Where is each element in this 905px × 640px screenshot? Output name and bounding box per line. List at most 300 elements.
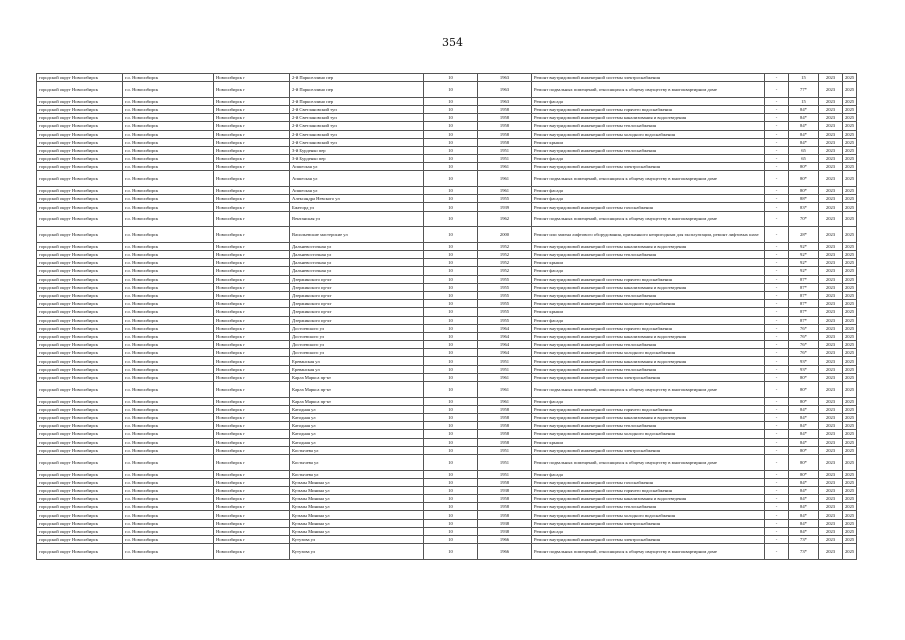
end-year-cell: 2025 — [843, 105, 857, 113]
dash-cell: - — [765, 349, 789, 357]
work-type-cell: Ремонт внутридомовой инженерной системы электроснабжения — [532, 446, 765, 454]
dash-cell: - — [765, 430, 789, 438]
dash-cell: - — [765, 438, 789, 446]
settlement-cell: г.о. Новосибирск — [123, 446, 214, 454]
end-year-cell: 2025 — [843, 211, 857, 227]
wear-cell: 84* — [789, 422, 819, 430]
work-type-cell: Ремонт внутридомовой инженерной системы холодного водоснабжения — [532, 430, 765, 438]
house-cell: 10 — [424, 341, 478, 349]
municipality-cell: городской округ Новосибирск — [37, 251, 123, 259]
year-cell: 1951 — [478, 357, 532, 365]
wear-cell: 92* — [789, 259, 819, 267]
municipality-cell: городской округ Новосибирск — [37, 291, 123, 299]
wear-cell: 73* — [789, 544, 819, 560]
work-type-cell: Ремонт фасада — [532, 97, 765, 105]
dash-cell: - — [765, 519, 789, 527]
start-year-cell: 2023 — [819, 227, 843, 243]
wear-cell: 76* — [789, 324, 819, 332]
dash-cell: - — [765, 105, 789, 113]
street-cell: Кузьмы Минина ул — [290, 527, 424, 535]
work-type-cell: Ремонт фасада — [532, 187, 765, 195]
dash-cell: - — [765, 82, 789, 98]
municipality-cell: городской округ Новосибирск — [37, 283, 123, 291]
wear-cell: 77* — [789, 82, 819, 98]
house-cell: 10 — [424, 454, 478, 470]
work-type-cell: Ремонт фасада — [532, 527, 765, 535]
street-cell: Кузьмы Минина ул — [290, 511, 424, 519]
start-year-cell: 2023 — [819, 486, 843, 494]
year-cell: 1964 — [478, 341, 532, 349]
year-cell: 1966 — [478, 544, 532, 560]
street-cell: Катодная ул — [290, 413, 424, 421]
start-year-cell: 2023 — [819, 195, 843, 203]
dash-cell: - — [765, 130, 789, 138]
municipality-cell: городской округ Новосибирск — [37, 130, 123, 138]
wear-cell: 84* — [789, 478, 819, 486]
wear-cell: 84* — [789, 405, 819, 413]
house-cell: 10 — [424, 138, 478, 146]
wear-cell: 93* — [789, 365, 819, 373]
work-type-cell: Ремонт подвальных помещений, относящихся к общему имуществу в многоквартирном доме — [532, 171, 765, 187]
settlement-cell: г.о. Новосибирск — [123, 267, 214, 275]
settlement-cell: г.о. Новосибирск — [123, 195, 214, 203]
city-cell: Новосибирск г — [214, 211, 290, 227]
street-cell: 2-й Светлановский туп — [290, 114, 424, 122]
street-cell: Карла Маркса пр-кт — [290, 397, 424, 405]
table-row — [37, 405, 857, 413]
wear-cell: 84* — [789, 438, 819, 446]
dash-cell: - — [765, 527, 789, 535]
start-year-cell: 2023 — [819, 405, 843, 413]
dash-cell: - — [765, 155, 789, 163]
year-cell: 1961 — [478, 397, 532, 405]
settlement-cell: г.о. Новосибирск — [123, 211, 214, 227]
work-type-cell: Ремонт внутридомовой инженерной системы теплоснабжения — [532, 341, 765, 349]
house-cell: 10 — [424, 171, 478, 187]
wear-cell: 28* — [789, 227, 819, 243]
wear-cell: 93* — [789, 357, 819, 365]
start-year-cell: 2023 — [819, 446, 843, 454]
wear-cell: 87* — [789, 275, 819, 283]
year-cell: 1963 — [478, 74, 532, 82]
start-year-cell: 2023 — [819, 536, 843, 544]
end-year-cell: 2025 — [843, 478, 857, 486]
table-row — [37, 397, 857, 405]
wear-cell: 92* — [789, 242, 819, 250]
work-type-cell: Ремонт или замена лифтового оборудования, признанного непригодным для эксплуатации, ремонт лифтовых шахт — [532, 227, 765, 243]
municipality-cell: городской округ Новосибирск — [37, 446, 123, 454]
dash-cell: - — [765, 163, 789, 171]
work-type-cell: Ремонт подвальных помещений, относящихся к общему имуществу в многоквартирном доме — [532, 211, 765, 227]
municipality-cell: городской округ Новосибирск — [37, 155, 123, 163]
dash-cell: - — [765, 138, 789, 146]
municipality-cell: городской округ Новосибирск — [37, 511, 123, 519]
wear-cell: 87* — [789, 291, 819, 299]
year-cell: 1963 — [478, 97, 532, 105]
dash-cell: - — [765, 405, 789, 413]
end-year-cell: 2025 — [843, 122, 857, 130]
dash-cell: - — [765, 291, 789, 299]
municipality-cell: городской округ Новосибирск — [37, 486, 123, 494]
settlement-cell: г.о. Новосибирск — [123, 341, 214, 349]
house-cell: 10 — [424, 308, 478, 316]
municipality-cell: городской округ Новосибирск — [37, 373, 123, 381]
dash-cell: - — [765, 422, 789, 430]
street-cell: Дзержинского пр-кт — [290, 275, 424, 283]
city-cell: Новосибирск г — [214, 478, 290, 486]
house-cell: 10 — [424, 187, 478, 195]
street-cell: 3-й Бурденко пер — [290, 146, 424, 154]
wear-cell: 84* — [789, 486, 819, 494]
start-year-cell: 2023 — [819, 519, 843, 527]
work-type-cell: Ремонт фасада — [532, 267, 765, 275]
city-cell: Новосибирск г — [214, 146, 290, 154]
start-year-cell: 2023 — [819, 470, 843, 478]
house-cell: 10 — [424, 519, 478, 527]
wear-cell: 84* — [789, 430, 819, 438]
start-year-cell: 2023 — [819, 478, 843, 486]
settlement-cell: г.о. Новосибирск — [123, 365, 214, 373]
year-cell: 1951 — [478, 446, 532, 454]
start-year-cell: 2023 — [819, 454, 843, 470]
settlement-cell: г.о. Новосибирск — [123, 171, 214, 187]
city-cell: Новосибирск г — [214, 227, 290, 243]
house-cell: 10 — [424, 97, 478, 105]
house-cell: 10 — [424, 511, 478, 519]
wear-cell: 84* — [789, 511, 819, 519]
dash-cell: - — [765, 251, 789, 259]
city-cell: Новосибирск г — [214, 316, 290, 324]
settlement-cell: г.о. Новосибирск — [123, 470, 214, 478]
year-cell: 1961 — [478, 187, 532, 195]
work-type-cell: Ремонт фасада — [532, 195, 765, 203]
street-cell: Кузьмы Минина ул — [290, 495, 424, 503]
settlement-cell: г.о. Новосибирск — [123, 527, 214, 535]
house-cell: 10 — [424, 382, 478, 398]
municipality-cell: городской округ Новосибирск — [37, 495, 123, 503]
settlement-cell: г.о. Новосибирск — [123, 430, 214, 438]
city-cell: Новосибирск г — [214, 470, 290, 478]
street-cell: Бжегорд ул — [290, 203, 424, 211]
end-year-cell: 2025 — [843, 74, 857, 82]
end-year-cell: 2025 — [843, 227, 857, 243]
start-year-cell: 2023 — [819, 163, 843, 171]
street-cell: Катодная ул — [290, 430, 424, 438]
end-year-cell: 2025 — [843, 291, 857, 299]
dash-cell: - — [765, 536, 789, 544]
start-year-cell: 2023 — [819, 105, 843, 113]
table-row — [37, 105, 857, 113]
settlement-cell: г.о. Новосибирск — [123, 495, 214, 503]
settlement-cell: г.о. Новосибирск — [123, 308, 214, 316]
dash-cell: - — [765, 478, 789, 486]
end-year-cell: 2025 — [843, 341, 857, 349]
end-year-cell: 2025 — [843, 438, 857, 446]
start-year-cell: 2023 — [819, 203, 843, 211]
end-year-cell: 2025 — [843, 527, 857, 535]
street-cell: Кузьмы Минина ул — [290, 478, 424, 486]
city-cell: Новосибирск г — [214, 300, 290, 308]
work-type-cell: Ремонт внутридомовой инженерной системы канализования и водоотведения — [532, 114, 765, 122]
settlement-cell: г.о. Новосибирск — [123, 105, 214, 113]
year-cell: 1938 — [478, 519, 532, 527]
dash-cell: - — [765, 397, 789, 405]
settlement-cell: г.о. Новосибирск — [123, 146, 214, 154]
dash-cell: - — [765, 195, 789, 203]
city-cell: Новосибирск г — [214, 495, 290, 503]
street-cell: 2-й Светлановский туп — [290, 105, 424, 113]
start-year-cell: 2023 — [819, 511, 843, 519]
settlement-cell: г.о. Новосибирск — [123, 291, 214, 299]
settlement-cell: г.о. Новосибирск — [123, 300, 214, 308]
wear-cell: 88* — [789, 195, 819, 203]
municipality-cell: городской округ Новосибирск — [37, 341, 123, 349]
year-cell: 1958 — [478, 138, 532, 146]
house-cell: 10 — [424, 470, 478, 478]
municipality-cell: городской округ Новосибирск — [37, 478, 123, 486]
end-year-cell: 2025 — [843, 203, 857, 211]
year-cell: 1951 — [478, 146, 532, 154]
dash-cell: - — [765, 114, 789, 122]
wear-cell: 80* — [789, 373, 819, 381]
city-cell: Новосибирск г — [214, 397, 290, 405]
city-cell: Новосибирск г — [214, 291, 290, 299]
work-type-cell: Ремонт внутридомовой инженерной системы канализования и водоотведения — [532, 242, 765, 250]
end-year-cell: 2025 — [843, 332, 857, 340]
settlement-cell: г.о. Новосибирск — [123, 138, 214, 146]
street-cell: Карла Маркса пр-кт — [290, 373, 424, 381]
municipality-cell: городской округ Новосибирск — [37, 211, 123, 227]
dash-cell: - — [765, 97, 789, 105]
municipality-cell: городской округ Новосибирск — [37, 324, 123, 332]
year-cell: 1958 — [478, 405, 532, 413]
settlement-cell: г.о. Новосибирск — [123, 259, 214, 267]
house-cell: 10 — [424, 536, 478, 544]
work-type-cell: Ремонт внутридомовой инженерной системы холодного водоснабжения — [532, 511, 765, 519]
end-year-cell: 2025 — [843, 446, 857, 454]
year-cell: 1958 — [478, 130, 532, 138]
house-cell: 10 — [424, 251, 478, 259]
dash-cell: - — [765, 324, 789, 332]
end-year-cell: 2025 — [843, 382, 857, 398]
table-row — [37, 373, 857, 381]
work-type-cell: Ремонт внутридомовой инженерной системы горячего водоснабжения — [532, 486, 765, 494]
dash-cell: - — [765, 511, 789, 519]
year-cell: 1955 — [478, 300, 532, 308]
work-type-cell: Ремонт внутридомовой инженерной системы теплоснабжения — [532, 291, 765, 299]
city-cell: Новосибирск г — [214, 171, 290, 187]
dash-cell: - — [765, 373, 789, 381]
dash-cell: - — [765, 544, 789, 560]
end-year-cell: 2025 — [843, 97, 857, 105]
start-year-cell: 2023 — [819, 324, 843, 332]
year-cell: 1964 — [478, 324, 532, 332]
table-row — [37, 438, 857, 446]
wear-cell: 87* — [789, 308, 819, 316]
street-cell: 2-й Паркселлино пер — [290, 82, 424, 98]
dash-cell: - — [765, 267, 789, 275]
settlement-cell: г.о. Новосибирск — [123, 227, 214, 243]
city-cell: Новосибирск г — [214, 275, 290, 283]
street-cell: Александра Невского ул — [290, 195, 424, 203]
work-type-cell: Ремонт внутридомовой инженерной системы горячего водоснабжения — [532, 105, 765, 113]
municipality-cell: городской округ Новосибирск — [37, 114, 123, 122]
house-cell: 10 — [424, 324, 478, 332]
wear-cell: 80* — [789, 163, 819, 171]
street-cell: Катодная ул — [290, 405, 424, 413]
municipality-cell: городской округ Новосибирск — [37, 138, 123, 146]
wear-cell: 84* — [789, 105, 819, 113]
settlement-cell: г.о. Новосибирск — [123, 544, 214, 560]
end-year-cell: 2025 — [843, 422, 857, 430]
house-cell: 10 — [424, 486, 478, 494]
house-cell: 10 — [424, 478, 478, 486]
start-year-cell: 2023 — [819, 74, 843, 82]
street-cell: Кутузова ул — [290, 544, 424, 560]
city-cell: Новосибирск г — [214, 503, 290, 511]
dash-cell: - — [765, 242, 789, 250]
municipality-cell: городской округ Новосибирск — [37, 365, 123, 373]
table-row — [37, 259, 857, 267]
municipality-cell: городской округ Новосибирск — [37, 227, 123, 243]
wear-cell: 80* — [789, 454, 819, 470]
wear-cell: 15 — [789, 97, 819, 105]
work-type-cell: Ремонт крыши — [532, 259, 765, 267]
wear-cell: 84* — [789, 114, 819, 122]
year-cell: 1961 — [478, 382, 532, 398]
house-cell: 10 — [424, 203, 478, 211]
city-cell: Новосибирск г — [214, 382, 290, 398]
dash-cell: - — [765, 382, 789, 398]
year-cell: 1955 — [478, 283, 532, 291]
dash-cell: - — [765, 275, 789, 283]
end-year-cell: 2025 — [843, 259, 857, 267]
work-type-cell: Ремонт крыши — [532, 308, 765, 316]
year-cell: 1958 — [478, 478, 532, 486]
settlement-cell: г.о. Новосибирск — [123, 122, 214, 130]
city-cell: Новосибирск г — [214, 544, 290, 560]
municipality-cell: городской округ Новосибирск — [37, 357, 123, 365]
end-year-cell: 2025 — [843, 283, 857, 291]
start-year-cell: 2023 — [819, 422, 843, 430]
start-year-cell: 2023 — [819, 495, 843, 503]
work-type-cell: Ремонт внутридомовой инженерной системы электроснабжения — [532, 74, 765, 82]
table-row — [37, 503, 857, 511]
table-row — [37, 324, 857, 332]
year-cell: 1964 — [478, 349, 532, 357]
house-cell: 10 — [424, 527, 478, 535]
settlement-cell: г.о. Новосибирск — [123, 163, 214, 171]
dash-cell: - — [765, 470, 789, 478]
municipality-cell: городской округ Новосибирск — [37, 430, 123, 438]
work-type-cell: Ремонт фасада — [532, 316, 765, 324]
work-type-cell: Ремонт внутридомовой инженерной системы горячего водоснабжения — [532, 324, 765, 332]
table-row — [37, 519, 857, 527]
municipality-cell: городской округ Новосибирск — [37, 308, 123, 316]
table-row — [37, 382, 857, 398]
dash-cell: - — [765, 187, 789, 195]
city-cell: Новосибирск г — [214, 203, 290, 211]
municipality-cell: городской округ Новосибирск — [37, 146, 123, 154]
work-type-cell: Ремонт внутридомовой инженерной системы теплоснабжения — [532, 503, 765, 511]
wear-cell: 84* — [789, 122, 819, 130]
work-type-cell: Ремонт внутридомовой инженерной системы канализования и водоотведения — [532, 413, 765, 421]
start-year-cell: 2023 — [819, 438, 843, 446]
wear-cell: 84* — [789, 130, 819, 138]
table-row — [37, 413, 857, 421]
start-year-cell: 2023 — [819, 242, 843, 250]
wear-cell: 92* — [789, 267, 819, 275]
dash-cell: - — [765, 122, 789, 130]
house-cell: 10 — [424, 275, 478, 283]
end-year-cell: 2025 — [843, 130, 857, 138]
dash-cell: - — [765, 283, 789, 291]
dash-cell: - — [765, 357, 789, 365]
street-cell: Дзержинского пр-кт — [290, 283, 424, 291]
year-cell: 1958 — [478, 511, 532, 519]
city-cell: Новосибирск г — [214, 446, 290, 454]
street-cell: Ереванская ул — [290, 357, 424, 365]
end-year-cell: 2025 — [843, 405, 857, 413]
work-type-cell: Ремонт внутридомовой инженерной системы холодного водоснабжения — [532, 130, 765, 138]
work-type-cell: Ремонт внутридомовой инженерной системы газоснабжения — [532, 203, 765, 211]
table-row — [37, 454, 857, 470]
city-cell: Новосибирск г — [214, 405, 290, 413]
wear-cell: 92* — [789, 251, 819, 259]
dash-cell: - — [765, 316, 789, 324]
municipality-cell: городской округ Новосибирск — [37, 332, 123, 340]
table-row — [37, 446, 857, 454]
wear-cell: 87* — [789, 316, 819, 324]
city-cell: Новосибирск г — [214, 122, 290, 130]
end-year-cell: 2025 — [843, 357, 857, 365]
house-cell: 10 — [424, 300, 478, 308]
city-cell: Новосибирск г — [214, 259, 290, 267]
street-cell: Вентанская ул — [290, 211, 424, 227]
year-cell: 1951 — [478, 454, 532, 470]
dash-cell: - — [765, 227, 789, 243]
start-year-cell: 2023 — [819, 397, 843, 405]
settlement-cell: г.о. Новосибирск — [123, 413, 214, 421]
table-row — [37, 171, 857, 187]
street-cell: 2-й Паркселлино пер — [290, 97, 424, 105]
end-year-cell: 2025 — [843, 267, 857, 275]
year-cell: 1958 — [478, 105, 532, 113]
street-cell: Карла Маркса пр-кт — [290, 382, 424, 398]
work-type-cell: Ремонт внутридомовой инженерной системы канализования и водоотведения — [532, 283, 765, 291]
end-year-cell: 2025 — [843, 114, 857, 122]
municipality-cell: городской округ Новосибирск — [37, 74, 123, 82]
start-year-cell: 2023 — [819, 251, 843, 259]
wear-cell: 80* — [789, 397, 819, 405]
wear-cell: 80* — [789, 187, 819, 195]
house-cell: 10 — [424, 397, 478, 405]
year-cell: 1952 — [478, 242, 532, 250]
year-cell: 1958 — [478, 430, 532, 438]
start-year-cell: 2023 — [819, 97, 843, 105]
street-cell: Васильевские мастерские ул — [290, 227, 424, 243]
house-cell: 10 — [424, 332, 478, 340]
wear-cell: 84* — [789, 138, 819, 146]
wear-cell: 70* — [789, 211, 819, 227]
street-cell: 2-й Светлановский туп — [290, 138, 424, 146]
street-cell: Апшеская ул — [290, 163, 424, 171]
settlement-cell: г.о. Новосибирск — [123, 405, 214, 413]
house-cell: 10 — [424, 267, 478, 275]
dash-cell: - — [765, 300, 789, 308]
end-year-cell: 2025 — [843, 82, 857, 98]
city-cell: Новосибирск г — [214, 155, 290, 163]
